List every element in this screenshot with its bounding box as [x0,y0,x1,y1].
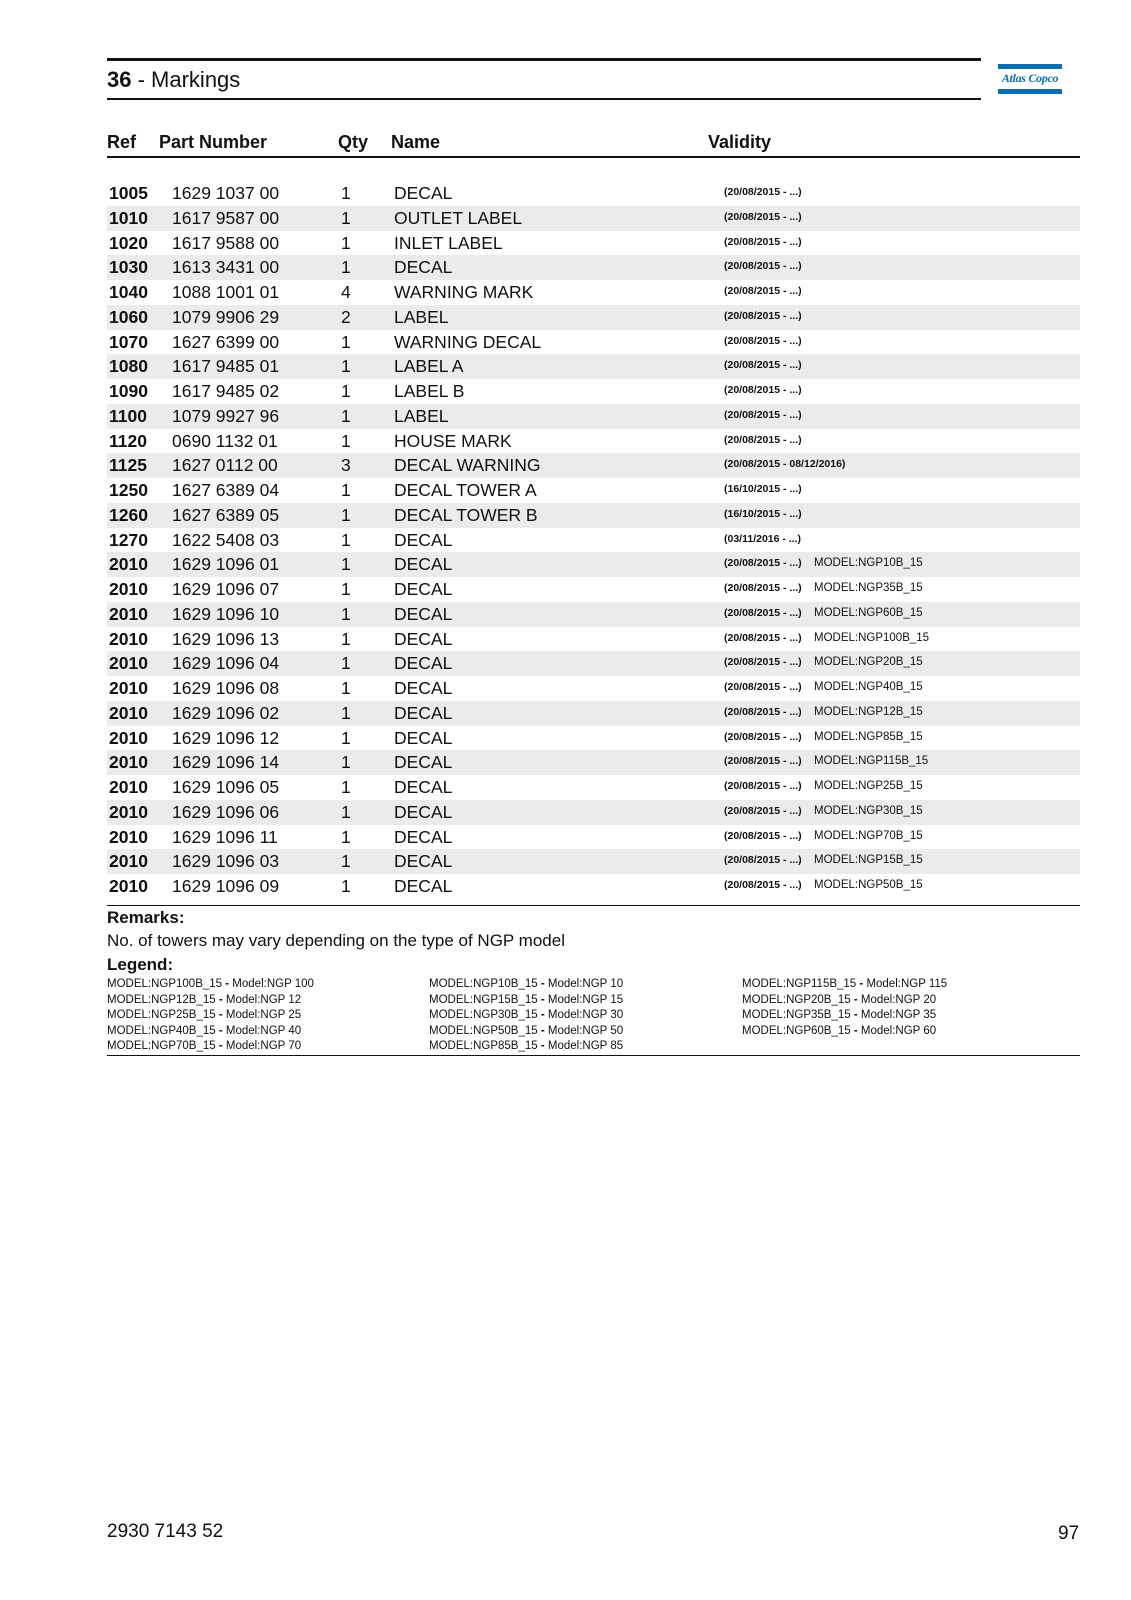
cell-qty: 1 [341,405,351,426]
cell-part-number: 1629 1037 00 [172,183,280,203]
legend-code: MODEL:NGP15B_15 [429,993,538,1006]
cell-name: DECAL [394,257,453,278]
table-header [107,128,1080,158]
column-header-validity: Validity [708,132,772,152]
logo-top-bar [998,64,1062,69]
legend-code: MODEL:NGP70B_15 [107,1040,216,1052]
legend-item [429,1023,623,1039]
cell-validity: (20/08/2015 - ...) [724,408,802,421]
table-row [107,825,1080,850]
cell-ref: 1250 [109,480,148,500]
cell-qty: 1 [341,678,351,698]
cell-validity: (20/08/2015 - ...) [724,606,802,619]
cell-model: MODEL:NGP70B_15 [814,829,923,842]
cell-model: MODEL:NGP12B_15 [814,705,923,718]
cell-ref: 2010 [109,653,148,674]
cell-part-number: 1629 1096 10 [172,603,280,624]
table-row [107,552,1080,577]
page-header [107,58,981,100]
cell-qty: 1 [341,777,351,797]
legend-item [742,992,936,1008]
cell-name: DECAL [394,628,453,649]
cell-validity: (20/08/2015 - ...) [724,433,802,446]
legend-code: MODEL:NGP85B_15 [429,1040,538,1052]
cell-name: DECAL [394,183,453,203]
cell-name: DECAL [394,579,453,599]
cell-name: DECAL [394,727,453,748]
table-row [107,800,1080,825]
table-row [107,478,1080,503]
cell-validity: (20/08/2015 - ...) [724,631,802,644]
table-row [107,503,1080,528]
document-number: 2930 7143 52 [107,1521,224,1542]
cell-part-number: 1629 1096 03 [172,851,280,872]
cell-model: MODEL:NGP30B_15 [814,804,923,817]
legend-label: Legend: [107,955,174,974]
cell-name: DECAL [394,826,453,847]
column-header-qty: Qty [338,132,369,152]
legend-description: Model:NGP 85 [547,1040,624,1052]
legend-separator: - [537,1040,548,1052]
cell-part-number: 1629 1096 08 [172,678,280,698]
legend-description: Model:NGP 60 [860,1024,937,1037]
cell-part-number: 1617 9485 02 [172,381,280,401]
cell-validity: (20/08/2015 - ...) [724,705,802,718]
cell-model: MODEL:NGP35B_15 [814,582,923,594]
legend-item [742,976,947,992]
legend-code: MODEL:NGP25B_15 [107,1009,216,1021]
cell-part-number: 1629 1096 09 [172,876,280,896]
cell-qty: 1 [341,876,351,896]
cell-model: MODEL:NGP40B_15 [814,681,923,693]
cell-part-number: 1629 1096 05 [172,777,280,797]
cell-name: WARNING DECAL [394,331,542,352]
table-row [107,354,1080,379]
legend-code: MODEL:NGP20B_15 [742,993,851,1006]
cell-validity: (20/08/2015 - ...) [724,260,802,273]
legend-description: Model:NGP 35 [860,1009,937,1021]
cell-name: DECAL [394,653,453,674]
cell-qty: 1 [341,554,351,575]
cell-model: MODEL:NGP115B_15 [814,755,929,768]
logo-bottom-bar [998,89,1062,94]
cell-validity: (20/08/2015 - ...) [724,656,802,669]
legend-description: Model:NGP 70 [225,1040,302,1052]
cell-part-number: 1088 1001 01 [172,282,280,302]
cell-qty: 1 [341,183,351,203]
legend-separator: - [537,1024,548,1037]
cell-qty: 1 [341,257,351,278]
legend-item [107,1023,301,1039]
cell-ref: 2010 [109,554,148,575]
legend-description: Model:NGP 30 [547,1009,624,1021]
legend-separator: - [856,978,867,990]
cell-ref: 2010 [109,752,148,773]
cell-ref: 2010 [109,603,148,624]
cell-part-number: 1629 1096 14 [172,752,280,773]
cell-name: WARNING MARK [394,282,534,302]
column-header-part-number: Part Number [159,132,268,152]
cell-name: DECAL WARNING [394,455,541,476]
legend-separator: - [215,993,226,1006]
cell-name: DECAL TOWER A [394,480,537,500]
cell-part-number: 1629 1096 12 [172,727,280,748]
table-row [107,231,1080,256]
cell-part-number: 1629 1096 07 [172,579,280,599]
legend-code: MODEL:NGP50B_15 [429,1024,538,1037]
cell-name: LABEL [394,405,449,426]
table-row [107,627,1080,652]
legend-code: MODEL:NGP12B_15 [107,993,216,1006]
cell-ref: 1100 [109,405,147,426]
cell-part-number: 1629 1096 02 [172,702,280,723]
table-row [107,429,1080,454]
cell-ref: 1070 [109,331,148,352]
legend-separator: - [537,978,548,990]
cell-name: DECAL [394,801,453,822]
cell-qty: 1 [341,702,351,723]
cell-qty: 4 [341,282,351,302]
cell-validity: (20/08/2015 - ...) [724,804,802,817]
cell-model: MODEL:NGP25B_15 [814,780,923,792]
cell-qty: 1 [341,851,351,872]
table-row [107,874,1080,899]
cell-name: INLET LABEL [394,232,503,253]
cell-qty: 1 [341,232,351,253]
legend-code: MODEL:NGP10B_15 [429,978,538,990]
legend-item [107,992,301,1008]
table-row [107,701,1080,726]
cell-model: MODEL:NGP100B_15 [814,631,930,644]
cell-model: MODEL:NGP20B_15 [814,656,923,669]
cell-validity: (20/08/2015 - ...) [724,334,802,347]
cell-qty: 1 [341,331,351,352]
cell-ref: 2010 [109,628,148,649]
legend-item [107,1007,301,1023]
cell-ref: 2010 [109,777,148,797]
legend-code: MODEL:NGP100B_15 [107,978,223,990]
cell-validity: (20/08/2015 - ...) [724,359,802,372]
cell-name: DECAL [394,702,453,723]
cell-validity: (20/08/2015 - ...) [724,309,802,322]
cell-validity: (20/08/2015 - ...) [724,829,802,842]
legend-separator: - [850,1009,861,1021]
table-row [107,577,1080,602]
cell-model: MODEL:NGP60B_15 [814,606,923,619]
cell-ref: 2010 [109,876,148,896]
cell-ref: 2010 [109,851,148,872]
cell-ref: 1080 [109,356,148,377]
legend-separator: - [537,993,548,1006]
cell-name: DECAL TOWER B [394,504,538,525]
cell-qty: 1 [341,826,351,847]
cell-validity: (20/08/2015 - ...) [724,186,802,198]
legend-item [429,1038,623,1054]
cell-qty: 1 [341,356,351,377]
legend-item [742,1023,936,1039]
cell-qty: 1 [341,504,351,525]
cell-validity: (20/08/2015 - ...) [724,879,802,891]
cell-part-number: 1627 6389 04 [172,480,280,500]
cell-qty: 2 [341,306,351,327]
cell-validity: (20/08/2015 - 08/12/2016) [724,458,846,471]
cell-validity: (20/08/2015 - ...) [724,780,802,792]
table-row [107,528,1080,553]
table-row [107,280,1080,305]
legend [107,976,1080,1056]
cell-part-number: 1629 1096 11 [172,826,278,847]
cell-part-number: 1079 9906 29 [172,306,280,327]
table-bottom-rule [107,905,1080,906]
cell-ref: 2010 [109,727,148,748]
legend-separator: - [215,1009,226,1021]
legend-description: Model:NGP 15 [547,993,624,1006]
section-number: 36 [107,67,132,92]
cell-part-number: 1627 6389 05 [172,504,280,525]
cell-validity: (20/08/2015 - ...) [724,384,802,396]
cell-part-number: 1629 1096 13 [172,628,280,649]
cell-validity: (20/08/2015 - ...) [724,681,802,693]
cell-name: OUTLET LABEL [394,207,523,228]
cell-model: MODEL:NGP50B_15 [814,879,923,891]
cell-ref: 2010 [109,579,148,599]
cell-validity: (20/08/2015 - ...) [724,755,802,768]
cell-qty: 1 [341,752,351,773]
table-row [107,775,1080,800]
table-row [107,849,1080,874]
cell-name: DECAL [394,529,453,550]
table-row [107,181,1080,206]
remarks-label: Remarks: [107,908,185,927]
table-row [107,305,1080,330]
cell-part-number: 1629 1096 06 [172,801,280,822]
cell-validity: (20/08/2015 - ...) [724,854,802,867]
page-number: 97 [1058,1523,1080,1544]
cell-ref: 2010 [109,801,148,822]
legend-separator: - [215,1024,226,1037]
cell-part-number: 1627 6399 00 [172,331,280,352]
legend-code: MODEL:NGP40B_15 [107,1024,216,1037]
cell-qty: 1 [341,603,351,624]
cell-name: LABEL B [394,381,465,401]
cell-name: DECAL [394,678,453,698]
table-row [107,330,1080,355]
table-row [107,255,1080,280]
legend-description: Model:NGP 20 [860,993,937,1006]
cell-qty: 1 [341,628,351,649]
cell-ref: 1270 [109,529,148,550]
cell-validity: (20/08/2015 - ...) [724,557,802,570]
legend-code: MODEL:NGP30B_15 [429,1009,538,1021]
cell-validity: (20/08/2015 - ...) [724,235,802,248]
legend-separator: - [850,993,861,1006]
table-row [107,602,1080,627]
table-row [107,676,1080,701]
section-title: Markings [151,67,241,92]
logo-text: Atlas Copco [1001,71,1059,85]
cell-model: MODEL:NGP85B_15 [814,730,923,743]
cell-part-number: 1629 1096 01 [172,554,280,575]
table-row [107,206,1080,231]
cell-qty: 1 [341,529,351,550]
cell-name: LABEL [394,306,449,327]
cell-ref: 1120 [109,430,147,451]
cell-ref: 1040 [109,282,148,302]
column-header-name: Name [391,132,441,152]
legend-code: MODEL:NGP35B_15 [742,1009,851,1021]
cell-validity: (20/08/2015 - ...) [724,285,802,297]
legend-description: Model:NGP 12 [225,993,302,1006]
cell-qty: 3 [341,455,351,476]
legend-item [107,976,314,992]
cell-part-number: 1629 1096 04 [172,653,280,674]
cell-qty: 1 [341,653,351,674]
legend-code: MODEL:NGP60B_15 [742,1024,851,1037]
cell-validity: (16/10/2015 - ...) [724,507,802,520]
cell-model: MODEL:NGP10B_15 [814,557,923,570]
cell-part-number: 1622 5408 03 [172,529,280,550]
remarks-text: No. of towers may vary depending on the type of NGP model [107,931,565,950]
legend-description: Model:NGP 100 [232,978,314,990]
cell-qty: 1 [341,480,351,500]
cell-part-number: 1613 3431 00 [172,257,280,278]
cell-validity: (16/10/2015 - ...) [724,483,802,495]
cell-name: DECAL [394,603,453,624]
cell-ref: 1125 [109,455,147,476]
cell-ref: 1260 [109,504,148,525]
cell-part-number: 1617 9587 00 [172,207,280,228]
table-row [107,453,1080,478]
cell-validity: (20/08/2015 - ...) [724,582,802,594]
legend-code: MODEL:NGP115B_15 [742,978,857,990]
cell-qty: 1 [341,801,351,822]
title-separator: - [131,67,152,92]
cell-ref: 1020 [109,232,148,253]
cell-qty: 1 [341,430,351,451]
cell-part-number: 1627 0112 00 [172,455,278,476]
legend-item [429,976,623,992]
cell-model: MODEL:NGP15B_15 [814,854,923,867]
table-row [107,651,1080,676]
cell-name: HOUSE MARK [394,430,512,451]
legend-separator: - [537,1009,548,1021]
cell-ref: 1030 [109,257,148,278]
cell-part-number: 1617 9485 01 [172,356,280,377]
legend-description: Model:NGP 10 [547,978,624,990]
legend-separator: - [850,1024,861,1037]
legend-separator: - [215,1040,226,1052]
cell-ref: 2010 [109,826,148,847]
cell-qty: 1 [341,727,351,748]
cell-ref: 1010 [109,207,148,228]
cell-name: DECAL [394,851,453,872]
atlas-copco-logo [998,60,1062,96]
table-row [107,404,1080,429]
legend-description: Model:NGP 25 [225,1009,302,1021]
cell-name: DECAL [394,554,453,575]
cell-ref: 2010 [109,678,148,698]
legend-description: Model:NGP 40 [225,1024,302,1037]
cell-ref: 1005 [109,183,148,203]
table-row [107,726,1080,751]
column-header-ref: Ref [107,132,137,152]
cell-validity: (03/11/2016 - ...) [724,532,802,545]
legend-item [429,992,623,1008]
parts-table-body [107,181,1080,899]
table-row [107,750,1080,775]
cell-part-number: 0690 1132 01 [172,430,278,451]
page-title [107,67,240,93]
legend-description: Model:NGP 50 [547,1024,624,1037]
cell-part-number: 1079 9927 96 [172,405,280,426]
cell-name: DECAL [394,777,453,797]
cell-qty: 1 [341,381,351,401]
legend-description: Model:NGP 115 [866,978,948,990]
legend-separator: - [222,978,233,990]
cell-ref: 1090 [109,381,148,401]
cell-validity: (20/08/2015 - ...) [724,730,802,743]
cell-qty: 1 [341,207,351,228]
cell-name: LABEL A [394,356,464,377]
cell-name: DECAL [394,752,453,773]
table-row [107,379,1080,404]
legend-item [742,1007,936,1023]
legend-item [107,1038,301,1054]
cell-validity: (20/08/2015 - ...) [724,210,802,223]
cell-ref: 1060 [109,306,148,327]
cell-qty: 1 [341,579,351,599]
cell-ref: 2010 [109,702,148,723]
cell-part-number: 1617 9588 00 [172,232,280,253]
cell-name: DECAL [394,876,453,896]
legend-item [429,1007,623,1023]
